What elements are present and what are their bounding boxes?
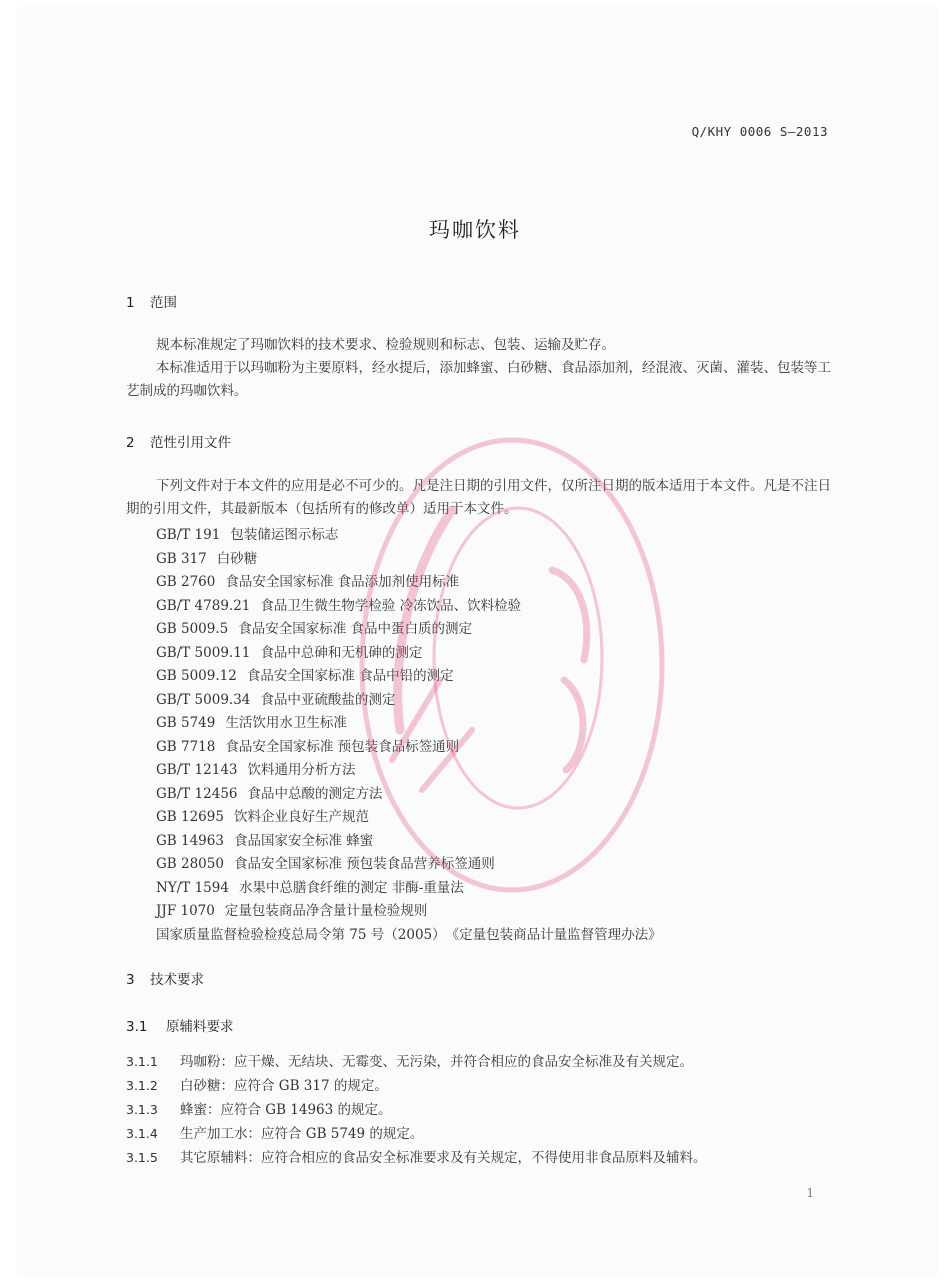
section-number: 1 [126, 295, 135, 311]
reference-item [156, 830, 662, 854]
reference-code: GB 317 [156, 550, 207, 567]
section-2-heading [126, 431, 231, 451]
reference-title: 饮料企业良好生产规范 [233, 809, 369, 825]
clause-text: 其它原辅料：应符合相应的食品安全标准要求及有关规定，不得使用非食品原料及辅料。 [180, 1150, 707, 1166]
reference-item [156, 571, 662, 595]
document-title: 玛咖饮料 [429, 218, 521, 242]
reference-title: 饮料通用分析方法 [247, 762, 356, 778]
reference-title: 食品安全国家标准 食品添加剂使用标准 [225, 574, 460, 590]
reference-code: JJF 1070 [156, 903, 215, 919]
section-1-heading [126, 291, 177, 311]
clause-number: 3.1.1 [126, 1054, 158, 1069]
section-title: 技术要求 [150, 972, 204, 988]
clause-text: 生产加工水：应符合 GB 5749 的规定。 [180, 1126, 424, 1142]
reference-code: GB/T 5009.34 [156, 691, 251, 708]
reference-code: GB 14963 [156, 832, 224, 849]
reference-item [156, 759, 662, 783]
reference-title: 水果中总膳食纤维的测定 非酶-重量法 [238, 879, 464, 896]
subsection-title: 原辅料要求 [166, 1019, 234, 1035]
reference-list [156, 524, 662, 947]
reference-code: GB/T 4789.21 [156, 597, 251, 614]
reference-title: 食品卫生微生物学检验 冷冻饮品、饮料检验 [260, 597, 522, 614]
reference-code: NY/T 1594 [156, 879, 229, 896]
reference-item [156, 736, 662, 760]
paragraph: 本标准适用于以玛咖粉为主要原料，经水提后，添加蜂蜜、白砂糖、食品添加剂，经混液、灭菌、灌装、包装等工艺制成的玛咖饮料。 [126, 360, 831, 399]
reference-item [156, 642, 662, 666]
requirement-list [126, 1050, 707, 1170]
reference-code: GB 5749 [156, 715, 216, 731]
page-number: 1 [806, 1186, 814, 1200]
clause-text: 玛咖粉：应干燥、无结块、无霉变、无污染，并符合相应的食品安全标准及有关规定。 [180, 1054, 693, 1070]
clause-text: 白砂糖：应符合 GB 317 的规定。 [180, 1078, 388, 1094]
reference-code: GB 5009.5 [156, 621, 229, 637]
reference-item [156, 877, 662, 901]
reference-item [156, 548, 662, 572]
requirement-item [126, 1098, 707, 1122]
requirement-item [126, 1074, 707, 1098]
requirement-item [126, 1050, 707, 1074]
reference-item [156, 524, 662, 548]
reference-title: 食品安全国家标准 食品中蛋白质的测定 [238, 621, 473, 637]
reference-item [156, 806, 662, 830]
section-number: 2 [126, 435, 135, 451]
clause-number: 3.1.5 [126, 1150, 158, 1165]
paragraph: 规本标准规定了玛咖饮料的技术要求、检验规则和标志、包装、运输及贮存。 [156, 337, 615, 353]
reference-code: GB 5009.12 [156, 668, 237, 684]
section-title: 范围 [150, 295, 177, 311]
requirement-item [126, 1122, 707, 1146]
clause-number: 3.1.4 [126, 1126, 158, 1141]
reference-code: GB 12695 [156, 809, 224, 825]
paragraph: 下列文件对于本文件的应用是必不可少的。凡是注日期的引用文件，仅所注日期的版本适用于本文件。凡是不注日期的引用文件，其最新版本（包括所有的修改单）适用于本文件。 [126, 478, 831, 517]
subsection-number: 3.1 [126, 1019, 148, 1035]
reference-code: 国家质量监督检验检疫总局令第 75 号（2005） [156, 926, 446, 943]
reference-item [156, 595, 662, 619]
section-title: 范性引用文件 [150, 435, 231, 451]
reference-item [156, 853, 662, 877]
reference-title: 食品中总酸的测定方法 [247, 785, 383, 802]
reference-title: 食品中亚硫酸盐的测定 [260, 691, 396, 708]
reference-title: 食品安全国家标准 预包装食品标签通则 [225, 738, 460, 755]
reference-item [156, 689, 662, 713]
reference-code: GB/T 12456 [156, 785, 238, 802]
reference-title: 食品国家安全标准 蜂蜜 [233, 832, 374, 849]
reference-title: 食品中总砷和无机砷的测定 [260, 644, 423, 661]
reference-title: 食品安全国家标准 预包装食品营养标签通则 [233, 856, 495, 872]
section-number: 3 [126, 972, 135, 988]
subsection-3-1-heading [126, 1015, 234, 1035]
reference-item [156, 712, 662, 736]
reference-title: 食品安全国家标准 食品中铅的测定 [246, 668, 454, 684]
reference-code: GB/T 5009.11 [156, 644, 251, 661]
reference-item [156, 618, 662, 642]
reference-item [156, 924, 662, 948]
reference-code: GB/T 12143 [156, 762, 238, 778]
reference-title: 定量包装商品净含量计量检验规则 [224, 903, 428, 919]
reference-code: GB 7718 [156, 738, 216, 755]
reference-code: GB/T 191 [156, 527, 221, 543]
section-3-heading [126, 968, 204, 988]
clause-text: 蜂蜜：应符合 GB 14963 的规定。 [180, 1102, 392, 1118]
reference-code: GB 2760 [156, 574, 216, 590]
clause-number: 3.1.2 [126, 1078, 158, 1093]
reference-title: 生活饮用水卫生标准 [225, 715, 347, 731]
reference-title: 《定量包装商品计量监督管理办法》 [445, 926, 662, 943]
clause-number: 3.1.3 [126, 1102, 158, 1117]
reference-title: 白砂糖 [216, 550, 258, 567]
reference-code: GB 28050 [156, 856, 224, 872]
requirement-item [126, 1146, 707, 1170]
reference-title: 包装储运图示标志 [230, 527, 339, 543]
reference-item [156, 783, 662, 807]
reference-item [156, 900, 662, 924]
standard-code: Q/KHY 0006 S—2013 [691, 124, 828, 139]
reference-item [156, 665, 662, 689]
